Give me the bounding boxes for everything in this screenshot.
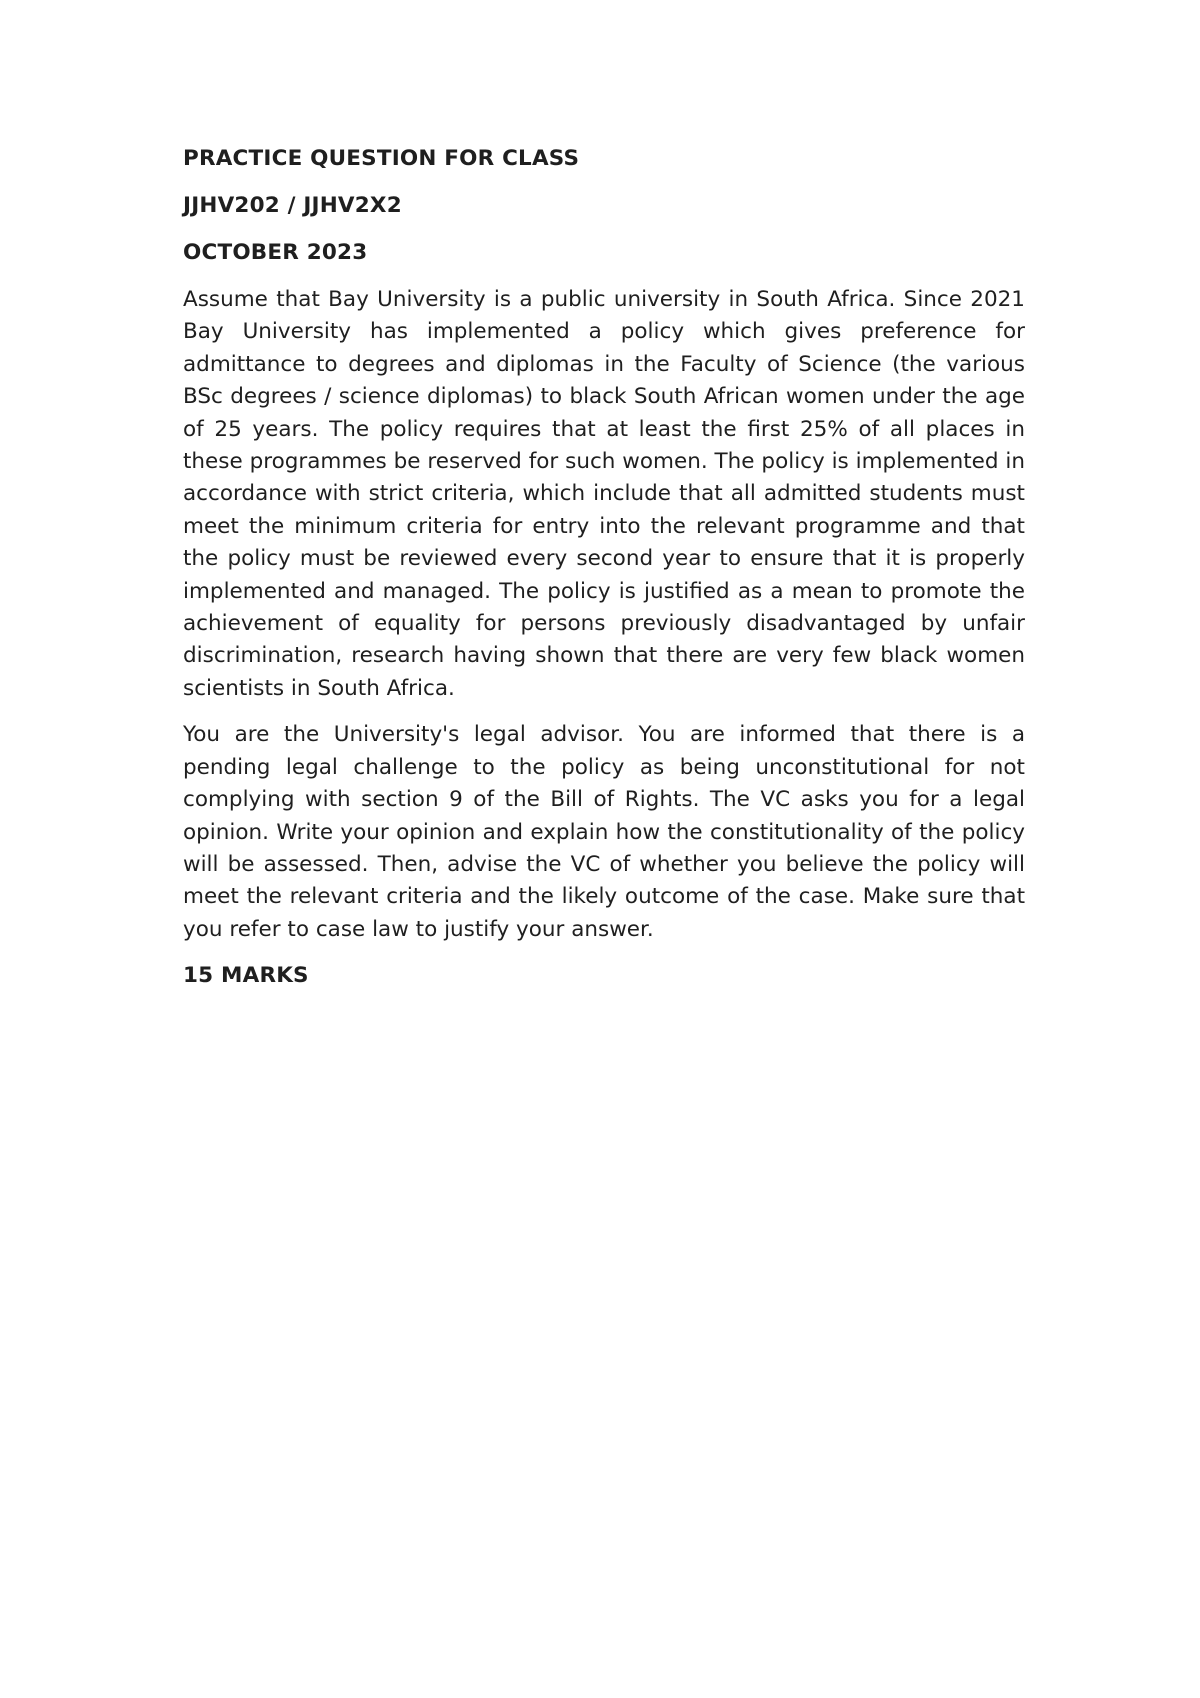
document-body [183,143,1025,992]
marks-label: 15 MARKS [183,963,309,989]
document-title: PRACTICE QUESTION FOR CLASS [183,146,580,171]
course-codes: JJHV202 / JJHV2X2 [183,193,402,218]
scenario-paragraph: Assume that Bay University is a public university in South Africa. Since 2021 Bay University has implemented a policy which gives preference for admittance to degrees and diplomas in the Faculty of Science (the various BSc degrees / science diplomas) to black South African women under the age of 25 years. The policy requires that at least the first 25% of all places in these programmes be reserved for such women. The policy is implemented in accordance with strict criteria, which include that all admitted students must meet the minimum criteria for entry into the relevant programme and that the policy must be reviewed every second year to ensure that it is properly implemented and managed. The policy is justified as a mean to promote the achievement of equality for persons previously disadvantaged by unfair discrimination, research having shown that there are very few black women scientists in South Africa. [183,287,1025,701]
instruction-paragraph: You are the University's legal advisor. You are informed that there is a pending legal challenge to the policy as being unconstitutional for not complying with section 9 of the Bill of Rights. The VC asks you for a legal opinion. Write your opinion and explain how the constitutionality of the policy will be assessed. Then, advise the VC of whether you believe the policy will meet the relevant criteria and the likely outcome of the case. Make sure that you refer to case law to justify your answer. [183,722,1025,942]
document-date: OCTOBER 2023 [183,240,368,265]
